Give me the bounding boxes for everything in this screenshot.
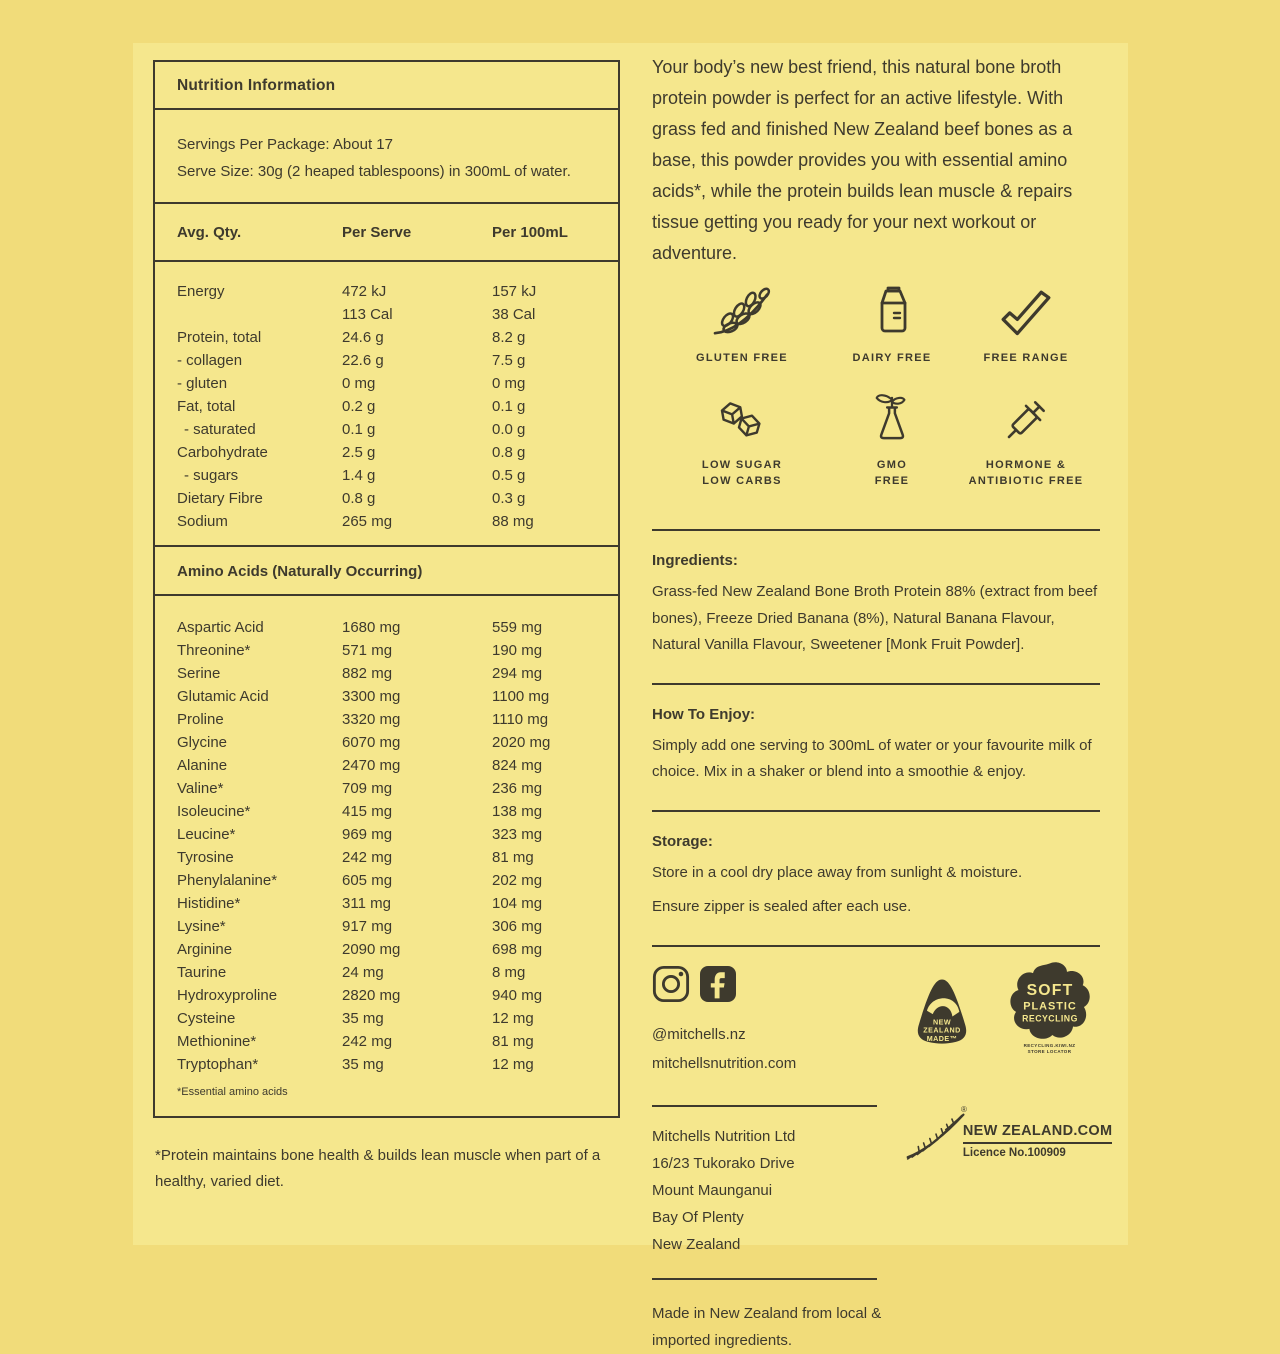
storage-line-2: Ensure zipper is sealed after each use. [652, 898, 912, 915]
essential-amino-note: *Essential amino acids [177, 1086, 288, 1098]
ingredients-heading: Ingredients: [652, 552, 738, 569]
storage-heading: Storage: [652, 832, 713, 850]
ingredients-text: Grass-fed New Zealand Bone Broth Protein 88% (extract from beef bones), Freeze Dried Banana (8%), Natural Banana Flavour, Natural Vanilla Flavour, Sweetener [Monk Fruit Powder]. [652, 583, 1098, 653]
right-column [652, 52, 1113, 1354]
table-row [177, 662, 596, 685]
row-per-100ml: 88 mg [492, 513, 534, 530]
table-row [177, 777, 596, 800]
row-per-serve: 3300 mg [342, 688, 401, 705]
company-name: Mitchells Nutrition Ltd [652, 1127, 796, 1145]
row-per-serve: 2470 mg [342, 757, 401, 774]
row-per-serve: 0.8 g [342, 490, 376, 507]
table-row [177, 395, 596, 418]
row-label: Sodium [177, 513, 228, 530]
instagram-icon [652, 965, 690, 1003]
amino-acids-title: Amino Acids (Naturally Occurring) [155, 547, 618, 596]
nz-com-title: NEW ZEALAND.COM [963, 1123, 1113, 1144]
badge-label: LOW SUGAR [701, 459, 783, 471]
table-row [177, 800, 596, 823]
row-label: Threonine* [177, 642, 251, 659]
row-per-100ml: 0.5 g [492, 467, 526, 484]
website: mitchellsnutrition.com [652, 1054, 797, 1072]
row-per-100ml: 940 mg [492, 987, 543, 1004]
soft-plastic-text: RECYCLING [1021, 1013, 1078, 1024]
row-per-serve: 311 mg [342, 895, 391, 912]
row-per-serve: 1.4 g [342, 467, 376, 484]
row-per-serve: 113 Cal [342, 306, 393, 323]
nutrition-rows [155, 262, 618, 547]
row-label [177, 303, 342, 326]
row-per-100ml: 190 mg [492, 642, 543, 659]
table-row [177, 984, 596, 1007]
row-label: Carbohydrate [177, 444, 268, 461]
facebook-icon [700, 966, 736, 1002]
row-per-serve: 35 mg [342, 1010, 384, 1027]
table-row [177, 464, 596, 487]
row-per-100ml: 824 mg [492, 757, 543, 774]
table-row [177, 441, 596, 464]
row-per-100ml: 12 mg [492, 1056, 534, 1073]
table-row [177, 731, 596, 754]
table-row [177, 1030, 596, 1053]
row-label: Proline [177, 711, 224, 728]
table-row [177, 349, 596, 372]
table-row [177, 1053, 596, 1076]
row-per-serve: 917 mg [342, 918, 393, 935]
row-per-serve: 571 mg [342, 642, 393, 659]
nutrition-information-box [153, 60, 620, 1118]
row-per-100ml: 81 mg [492, 1033, 534, 1050]
row-per-100ml: 1100 mg [492, 688, 550, 705]
nutrition-title: Nutrition Information [155, 62, 618, 110]
row-label: Hydroxyproline [177, 987, 278, 1004]
row-label: Histidine* [177, 895, 241, 912]
row-per-100ml: 236 mg [492, 780, 543, 797]
row-per-serve: 1680 mg [342, 619, 401, 636]
row-per-100ml: 12 mg [492, 1010, 534, 1027]
row-per-100ml: 104 mg [492, 895, 543, 912]
row-label: Serine [177, 665, 221, 682]
table-row [177, 685, 596, 708]
row-per-serve: 35 mg [342, 1056, 384, 1073]
silver-fern-icon [905, 1104, 967, 1163]
amino-rows-list [177, 616, 596, 1076]
made-in-statement: Made in New Zealand from local & imported ingredients. [652, 1304, 882, 1349]
sugar-cubes-icon [652, 390, 832, 446]
table-row [177, 869, 596, 892]
table-row [177, 708, 596, 731]
nz-made-text: MADE™ [926, 1034, 958, 1043]
row-per-serve: 415 mg [342, 803, 393, 820]
row-per-100ml: 1110 mg [492, 711, 549, 728]
address-block [652, 1104, 1113, 1258]
wheat-icon [652, 283, 832, 339]
social-handle: @mitchells.nz [652, 1025, 746, 1043]
row-per-serve: 0.1 g [342, 421, 376, 438]
col-header-per-serve: Per Serve [342, 224, 412, 241]
row-per-100ml: 8.2 g [492, 329, 526, 346]
badge-free-range [952, 283, 1100, 366]
row-label: Glutamic Acid [177, 688, 269, 705]
row-label: - collagen [177, 352, 243, 369]
row-per-100ml: 0 mg [492, 375, 526, 392]
table-row [177, 846, 596, 869]
row-per-100ml: 202 mg [492, 872, 543, 889]
new-zealand-made-logo [905, 969, 979, 1057]
table-row [177, 961, 596, 984]
row-per-serve: 22.6 g [342, 352, 384, 369]
row-label: Dietary Fibre [177, 490, 263, 507]
table-row [177, 1007, 596, 1030]
product-description: Your body’s new best friend, this natural bone broth protein powder is perfect for an active lifestyle. With grass fed and finished New Zealand beef bones as a base, this powder provides you with essential amino acids*, while the protein builds lean muscle & repairs tissue getting you ready for your next workout or adventure. [652, 57, 1073, 263]
row-label: Alanine [177, 757, 228, 774]
feature-badges [652, 283, 1100, 489]
row-per-100ml: 2020 mg [492, 734, 551, 751]
row-per-serve: 24 mg [342, 964, 384, 981]
row-per-100ml: 0.8 g [492, 444, 526, 461]
certification-logos [902, 961, 1100, 1101]
divider [652, 810, 1100, 812]
table-row [177, 938, 596, 961]
serve-size: Serve Size: 30g (2 heaped tablespoons) in 300mL of water. [177, 163, 571, 180]
servings-section [155, 110, 618, 204]
row-label: Arginine [177, 941, 233, 958]
badge-label: HORMONE & [985, 459, 1067, 471]
col-header-avg-qty: Avg. Qty. [177, 224, 242, 241]
row-label: Tyrosine [177, 849, 234, 866]
soft-plastic-text: SOFT [1026, 981, 1073, 999]
row-per-serve: 242 mg [342, 849, 393, 866]
nz-made-text: NEW [932, 1018, 952, 1027]
table-row [177, 510, 596, 533]
address-line: Mount Maunganui [652, 1181, 773, 1199]
divider [652, 529, 1100, 531]
row-per-serve: 2820 mg [342, 987, 401, 1004]
row-per-serve: 0 mg [342, 375, 376, 392]
table-row [177, 487, 596, 510]
badge-label: LOW CARBS [702, 475, 782, 487]
row-per-100ml: 7.5 g [492, 352, 526, 369]
row-label: Energy [177, 283, 225, 300]
row-label: Fat, total [177, 398, 236, 415]
table-row [177, 639, 596, 662]
row-per-serve: 24.6 g [342, 329, 384, 346]
row-per-100ml: 81 mg [492, 849, 534, 866]
checkmark-icon [952, 283, 1100, 339]
row-per-100ml: 0.0 g [492, 421, 526, 438]
row-per-100ml: 294 mg [492, 665, 543, 682]
table-row [177, 616, 596, 639]
row-per-100ml: 8 mg [492, 964, 526, 981]
row-per-serve: 709 mg [342, 780, 393, 797]
table-row [177, 892, 596, 915]
table-row [177, 915, 596, 938]
table-row [177, 823, 596, 846]
ingredients-section [652, 551, 1100, 659]
how-to-enjoy-heading: How To Enjoy: [652, 705, 756, 723]
badge-dairy-free [832, 283, 952, 366]
row-label: Aspartic Acid [177, 619, 264, 636]
table-header-row [155, 204, 618, 262]
row-per-serve: 242 mg [342, 1033, 393, 1050]
row-label: - sugars [184, 467, 239, 484]
address-line: New Zealand [652, 1235, 741, 1253]
row-per-serve: 3320 mg [342, 711, 401, 728]
table-row [177, 303, 596, 326]
row-label: Methionine* [177, 1033, 257, 1050]
servings-per-package: Servings Per Package: About 17 [177, 136, 393, 153]
row-per-100ml: 559 mg [492, 619, 543, 636]
badge-label: FREE RANGE [983, 352, 1069, 364]
row-per-100ml: 38 Cal [492, 306, 536, 323]
address-line: Bay Of Plenty [652, 1208, 744, 1226]
row-label: Tryptophan* [177, 1056, 259, 1073]
table-row [177, 326, 596, 349]
row-label: Isoleucine* [177, 803, 251, 820]
badge-hormone-free [952, 390, 1100, 489]
row-per-100ml: 323 mg [492, 826, 543, 843]
divider [652, 1105, 877, 1107]
row-per-serve: 472 kJ [342, 283, 387, 300]
row-per-100ml: 698 mg [492, 941, 543, 958]
social-and-logos [652, 965, 1100, 1105]
row-per-serve: 605 mg [342, 872, 393, 889]
row-label: Lysine* [177, 918, 226, 935]
row-label: - gluten [177, 375, 228, 392]
soft-plastic-recycling-logo [1002, 961, 1097, 1055]
badge-gluten-free [652, 283, 832, 366]
row-label: Taurine [177, 964, 227, 981]
badge-gmo-free [832, 390, 952, 489]
row-label: Protein, total [177, 329, 262, 346]
table-row [177, 754, 596, 777]
table-row [177, 418, 596, 441]
badge-label: DAIRY FREE [852, 352, 932, 364]
table-row [177, 280, 596, 303]
storage-line-1: Store in a cool dry place away from sunlight & moisture. [652, 863, 1023, 881]
row-label: Cysteine [177, 1010, 236, 1027]
row-per-serve: 882 mg [342, 665, 393, 682]
gmo-plant-icon [832, 390, 952, 446]
row-label: - saturated [184, 421, 256, 438]
address-line: 16/23 Tukorako Drive [652, 1154, 795, 1172]
row-per-serve: 0.2 g [342, 398, 376, 415]
protein-footnote: *Protein maintains bone health & builds lean muscle when part of a healthy, varied diet. [155, 1147, 601, 1190]
nz-made-text: ZEALAND [923, 1026, 961, 1035]
row-per-100ml: 157 kJ [492, 283, 537, 300]
badge-label: GLUTEN FREE [696, 352, 788, 364]
registered-mark: ® [961, 1104, 967, 1114]
badge-label: GMO [876, 459, 908, 471]
soft-plastic-subtext: RECYCLING.KIWI.NZ STORE LOCATOR [1023, 1042, 1076, 1054]
row-per-100ml: 138 mg [492, 803, 543, 820]
how-to-enjoy-section [652, 705, 1100, 786]
badge-label: ANTIBIOTIC FREE [968, 475, 1084, 487]
label-panel [133, 43, 1128, 1349]
milk-carton-icon [832, 283, 952, 339]
row-per-100ml: 0.3 g [492, 490, 526, 507]
row-per-100ml: 306 mg [492, 918, 543, 935]
new-zealand-com-logo [905, 1104, 1113, 1163]
row-per-serve: 969 mg [342, 826, 393, 843]
row-per-serve: 2.5 g [342, 444, 376, 461]
row-label: Valine* [177, 780, 224, 797]
divider [652, 1278, 877, 1280]
soft-plastic-text: PLASTIC [1022, 999, 1077, 1012]
how-to-enjoy-text: Simply add one serving to 300mL of water or your favourite milk of choice. Mix in a shaker or blend into a smoothie & enjoy. [652, 736, 1092, 780]
syringe-icon [952, 390, 1100, 446]
row-per-serve: 265 mg [342, 513, 393, 530]
divider [652, 683, 1100, 685]
row-label: Glycine [177, 734, 228, 751]
badge-label: FREE [874, 475, 910, 487]
row-per-serve: 6070 mg [342, 734, 401, 751]
nz-com-licence: Licence No.100909 [962, 1146, 1066, 1159]
row-per-100ml: 0.1 g [492, 398, 526, 415]
divider [652, 945, 1100, 947]
table-row [177, 372, 596, 395]
badge-low-sugar [652, 390, 832, 489]
row-label: Phenylalanine* [177, 872, 278, 889]
amino-rows [155, 596, 618, 1116]
row-label: Leucine* [177, 826, 236, 843]
row-per-serve: 2090 mg [342, 941, 401, 958]
storage-section [652, 832, 1100, 921]
col-header-per-100ml: Per 100mL [492, 224, 568, 241]
